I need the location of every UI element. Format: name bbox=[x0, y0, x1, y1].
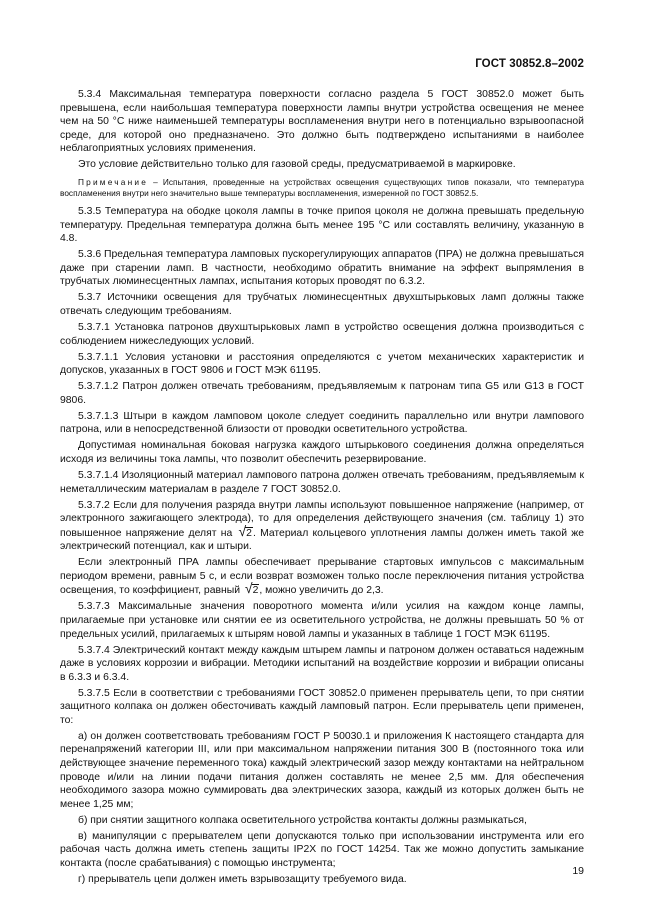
paragraph-electronic-ballast: Если электронный ПРА лампы обеспечивает прерывание стартовых импульсов с максимальным периодом времени, равным 5 с, и если возврат возможен только после переключения питания устройства освещения, то коэффициент, равный √2, можно увеличить до 2,3. bbox=[60, 557, 584, 597]
list-item-g: г) прерыватель цепи должен иметь взрывозащиту требуемого вида. bbox=[78, 873, 407, 885]
paragraph-5-3-7-1-1: 5.3.7.1.1 Условия установки и расстояния определяются с учетом механических характеристик и допусков, указанных в ГОСТ 9806 и ГОСТ МЭК 61195. bbox=[60, 351, 584, 377]
note-text: – Испытания, проведенные на устройствах освещения существующих типов показали, что температура воспламенения внутри него значительно выше температуры воспламенения, измеренной по ГОСТ 30852.5. bbox=[60, 176, 584, 198]
sqrt-sign: √ bbox=[244, 580, 253, 597]
document-body bbox=[60, 88, 584, 889]
sqrt-formula: √2 bbox=[238, 522, 252, 539]
sqrt-formula: √2 bbox=[244, 580, 259, 597]
paragraph-5-3-7-1-4: 5.3.7.1.4 Изоляционный материал лампового патрона должен отвечать требованиям, предъявляемым к неметаллическим материалам в разделе 7 ГОСТ 30852.0. bbox=[60, 470, 584, 495]
document-header: ГОСТ 30852.8–2002 bbox=[475, 58, 584, 70]
sqrt-sign: √ bbox=[238, 522, 247, 539]
page-number: 19 bbox=[572, 865, 584, 877]
list-item-a: а) он должен соответствовать требованиям ГОСТ Р 50030.1 и приложения К настоящего стандарта для перенапряжений категории III, или при максимальном напряжении питания 300 В (постоянного тока или действующее значение переменного тока) каждый электрический зазор между контактами на нейтральном проводе и/или на линии подачи питания должен составлять не менее 2,5 мм. Для обеспечения необходимого зазора можно суммировать два электрических зазора, каждый из которых должен быть не менее 1,25 мм; bbox=[60, 730, 584, 810]
paragraph-5-3-7-5: 5.3.7.5 Если в соответствии с требованиями ГОСТ 30852.0 применен прерыватель цепи, то при снятии защитного колпака он должен обесточивать каждый ламповый патрон. Если прерыватель цепи применен, то: bbox=[60, 687, 584, 726]
paragraph-5-3-4: 5.3.4 Максимальная температура поверхности согласно раздела 5 ГОСТ 30852.0 может быть превышена, если наибольшая температура поверхности лампы внутри устройства освещения не менее чем на 50 °С ниже наименьшей температуры воспламенения внутри него в потенциально взрывоопасной среде, для которой оно предназначено. Это должно быть подтверждено испытаниями в наиболее неблагоприятных условиях применения. bbox=[60, 89, 584, 155]
note-paragraph bbox=[60, 177, 584, 199]
paragraph-5-3-7-3: 5.3.7.3 Максимальные значения поворотного момента и/или усилия на каждом конце лампы, прилагаемые при установке или снятии ее из осветительного устройства, не должны превышать 50 % от предельных усилий, прилагаемых к штырям новой лампы и указанных в таблице 1 ГОСТ МЭК 61195. bbox=[60, 601, 584, 640]
paragraph-5-3-5: 5.3.5 Температура на ободке цоколя лампы в точке припоя цоколя не должна превышать предельную температуру. Предельная температура должна быть менее 195 °С или составлять величину, указанную в 4.8. bbox=[60, 206, 584, 245]
paragraph-5-3-7-1: 5.3.7.1 Установка патронов двухштырьковых ламп в устройство освещения должна производиться с соблюдением нижеследующих условий. bbox=[60, 322, 584, 347]
note-label: Примечание bbox=[78, 176, 149, 187]
paragraph-load: Допустимая номинальная боковая нагрузка каждого штырькового соединения должна определяться исходя из величины тока лампы, что позволит обеспечить резервирование. bbox=[60, 440, 584, 465]
list-item-b: б) при снятии защитного колпака осветительного устройства контакты должны размыкаться, bbox=[78, 814, 527, 826]
list-item-v: в) манипуляции с прерывателем цепи допускаются только при использовании инструмента или его рабочая часть должна иметь степень защиты IP2X по ГОСТ 14254. Так же можно допустить замыкание контакта (после срабатывания) с помощью инструмента; bbox=[60, 830, 584, 869]
paragraph-5-3-7: 5.3.7 Источники освещения для трубчатых люминесцентных двухштырьковых ламп должны также отвечать следующим требованиям. bbox=[60, 292, 584, 318]
paragraph-5-3-7-2: 5.3.7.2 Если для получения разряда внутри лампы используют повышенное напряжение (например, от электронного зажигающего электрода), то для определения действующего значения (см. таблицу 1) это повышенное напряжение делят на √2. Материал кольцевого уплотнения лампы должен иметь такой же электрический потенциал, как и штыри. bbox=[60, 499, 584, 553]
paragraph-5-3-7-4: 5.3.7.4 Электрический контакт между каждым штырем лампы и патроном должен оставаться надежным даже в условиях коррозии и вибрации. Методики испытаний на воздействие коррозии и вибрации описаны в 6.3.3 и 6.3.4. bbox=[60, 644, 584, 683]
paragraph-5-3-7-1-3: 5.3.7.1.3 Штыри в каждом ламповом цоколе следует соединить параллельно или внутри лампового патрона, или в непосредственной близости от проводки осветительного устройства. bbox=[60, 410, 584, 436]
paragraph-condition: Это условие действительно только для газовой среды, предусматриваемой в маркировке. bbox=[78, 159, 516, 171]
paragraph-5-3-6: 5.3.6 Предельная температура ламповых пускорегулирующих аппаратов (ПРА) не должна превышаться даже при старении ламп. В частности, необходимо обратить внимание на эффект выпрямления в трубчатых люминесцентных лампах, испытания которых проводят по 6.3.2. bbox=[60, 249, 584, 288]
paragraph-5-3-7-1-2: 5.3.7.1.2 Патрон должен отвечать требованиям, предъявляемым к патронам типа G5 или G13 в ГОСТ 9806. bbox=[60, 381, 584, 406]
